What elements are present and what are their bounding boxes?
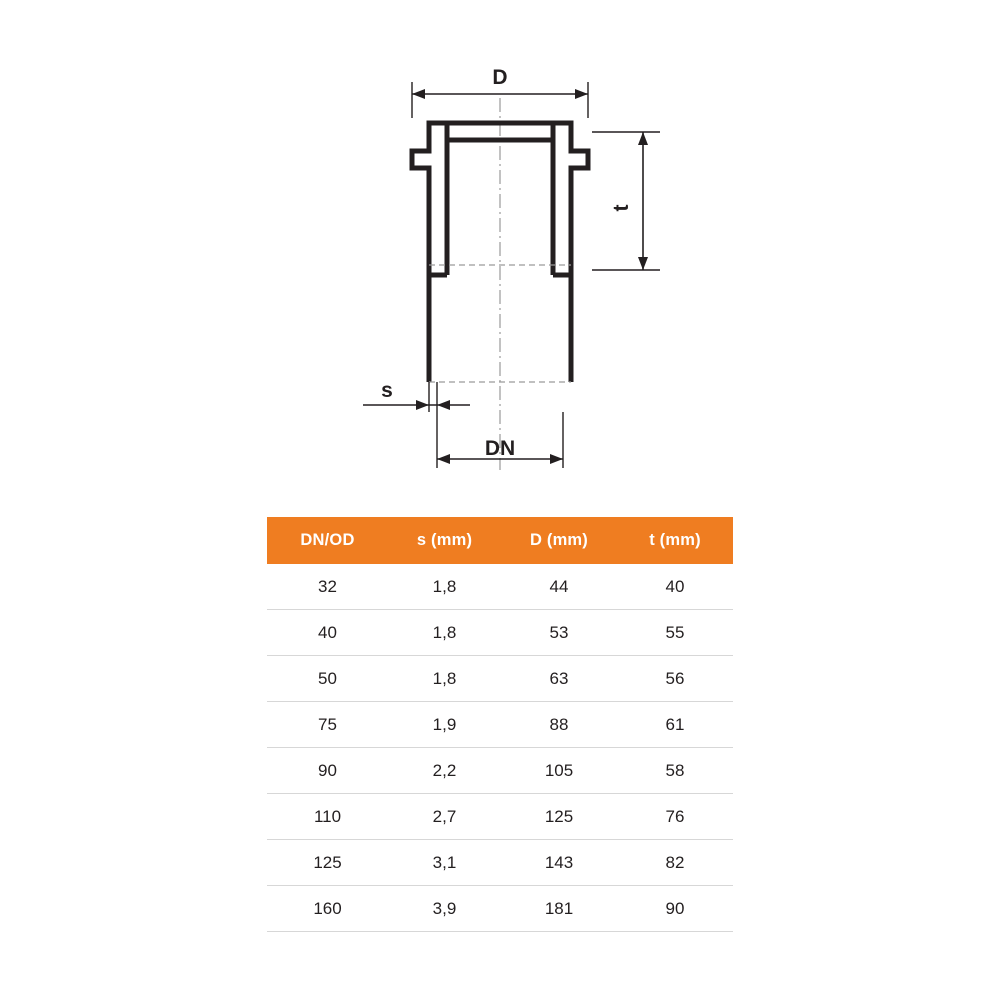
- cell-s: 3,1: [388, 840, 501, 886]
- cell-s: 1,8: [388, 656, 501, 702]
- cell-s: 2,7: [388, 794, 501, 840]
- cell-dn-od: 125: [267, 840, 388, 886]
- cell-s: 2,2: [388, 748, 501, 794]
- cell-d: 105: [501, 748, 617, 794]
- cell-t: 76: [617, 794, 733, 840]
- dimension-label-D: D: [492, 66, 508, 89]
- table-row: [267, 748, 733, 794]
- dimension-s: [363, 382, 470, 412]
- cell-dn-od: 40: [267, 610, 388, 656]
- cell-s: 3,9: [388, 886, 501, 932]
- cell-t: 40: [617, 564, 733, 610]
- cell-dn-od: 160: [267, 886, 388, 932]
- cell-d: 181: [501, 886, 617, 932]
- cell-dn-od: 110: [267, 794, 388, 840]
- cell-t: 90: [617, 886, 733, 932]
- specification-table: [267, 517, 733, 932]
- table-row: [267, 564, 733, 610]
- cell-dn-od: 50: [267, 656, 388, 702]
- specification-table-container: [267, 517, 733, 932]
- cell-s: 1,9: [388, 702, 501, 748]
- cell-dn-od: 90: [267, 748, 388, 794]
- dimension-label-DN: DN: [484, 437, 516, 460]
- table-header-d: D (mm): [501, 517, 617, 564]
- table-header-row: [267, 517, 733, 564]
- cell-dn-od: 75: [267, 702, 388, 748]
- cell-t: 61: [617, 702, 733, 748]
- cell-s: 1,8: [388, 564, 501, 610]
- cell-t: 82: [617, 840, 733, 886]
- table-row: [267, 702, 733, 748]
- cell-d: 143: [501, 840, 617, 886]
- cell-dn-od: 32: [267, 564, 388, 610]
- table-header-dn-od: DN/OD: [267, 517, 388, 564]
- table-row: [267, 886, 733, 932]
- cell-d: 125: [501, 794, 617, 840]
- cell-d: 53: [501, 610, 617, 656]
- dimension-t: [592, 132, 660, 270]
- cell-t: 56: [617, 656, 733, 702]
- cell-d: 63: [501, 656, 617, 702]
- cell-d: 44: [501, 564, 617, 610]
- dimension-label-t: t: [610, 204, 633, 212]
- table-header-t: t (mm): [617, 517, 733, 564]
- cell-d: 88: [501, 702, 617, 748]
- table-body: [267, 564, 733, 932]
- table-row: [267, 840, 733, 886]
- cell-t: 58: [617, 748, 733, 794]
- table-row: [267, 656, 733, 702]
- dimension-label-s: s: [381, 379, 393, 402]
- table-row: [267, 610, 733, 656]
- cell-t: 55: [617, 610, 733, 656]
- table-row: [267, 794, 733, 840]
- table-header-s: s (mm): [388, 517, 501, 564]
- table-header: [267, 517, 733, 564]
- cell-s: 1,8: [388, 610, 501, 656]
